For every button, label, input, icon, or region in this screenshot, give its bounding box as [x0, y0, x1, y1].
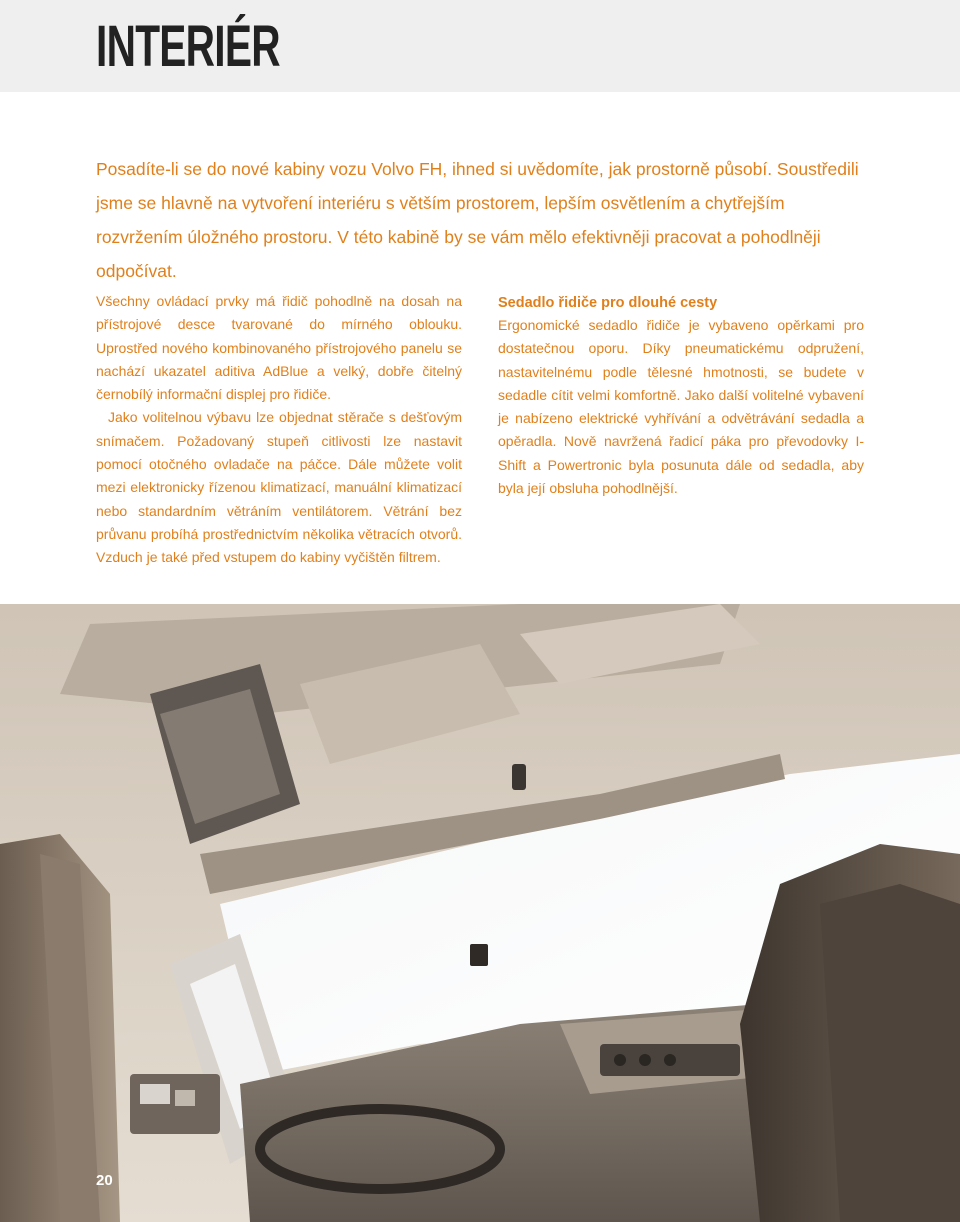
- left-paragraph-wipers-climate: Jako volitelnou výbavu lze objednat stěrače s dešťovým snímačem. Požadovaný stupeň citlivosti lze nastavit pomocí otočného ovladače na páčce. Dále můžete volit mezi elektronicky řízenou klimatizací, manuální klimatizací nebo standardním větráním ventilátorem. Větrání bez průvanu probíhá prostřednictvím několika větracích otvorů. Vzduch je také před vstupem do kabiny vyčištěn filtrem.: [96, 409, 462, 566]
- cab-interior-photo: [0, 604, 960, 1222]
- left-paragraph-controls: Všechny ovládací prvky má řidič pohodlně na dosah na přístrojové desce tvarované do mírného oblouku. Uprostřed nového kombinovaného přístrojového panelu se nachází ukazatel aditiva AdBlue a velký, dobře čitelný černobílý informační displej pro řidiče.: [96, 293, 462, 403]
- intro-paragraph: Posadíte-li se do nové kabiny vozu Volvo FH, ihned si uvědomíte, jak prostorně působí. Soustředili jsme se hlavně na vytvoření interiéru s větším prostorem, lepším osvětlením a chytřejším rozvržením úložného prostoru. V této kabině by se vám mělo efektivněji pracovat a pohodlněji odpočívat.: [96, 159, 859, 281]
- page-number: 20: [96, 1172, 113, 1189]
- right-column: [498, 290, 864, 500]
- page-title: INTERIÉR: [96, 14, 280, 79]
- seat-paragraph: Ergonomické sedadlo řidiče je vybaveno opěrkami pro dostatečnou oporu. Díky pneumatickému odpružení, nastavitelnému podle tělesné hmotnosti, se budete v sedadle cítit velmi komfortně. Jako další volitelné vybavení je nabízeno elektrické vyhřívání a odvětrávání sedadla a opěradla. Nově navržená řadicí páka pro převodovky I-Shift a Powertronic byla posunuta dále od sedadla, aby byla její obsluha pohodlnější.: [498, 317, 864, 497]
- seat-heading: Sedadlo řidiče pro dlouhé cesty: [498, 295, 718, 311]
- left-column: [96, 290, 462, 570]
